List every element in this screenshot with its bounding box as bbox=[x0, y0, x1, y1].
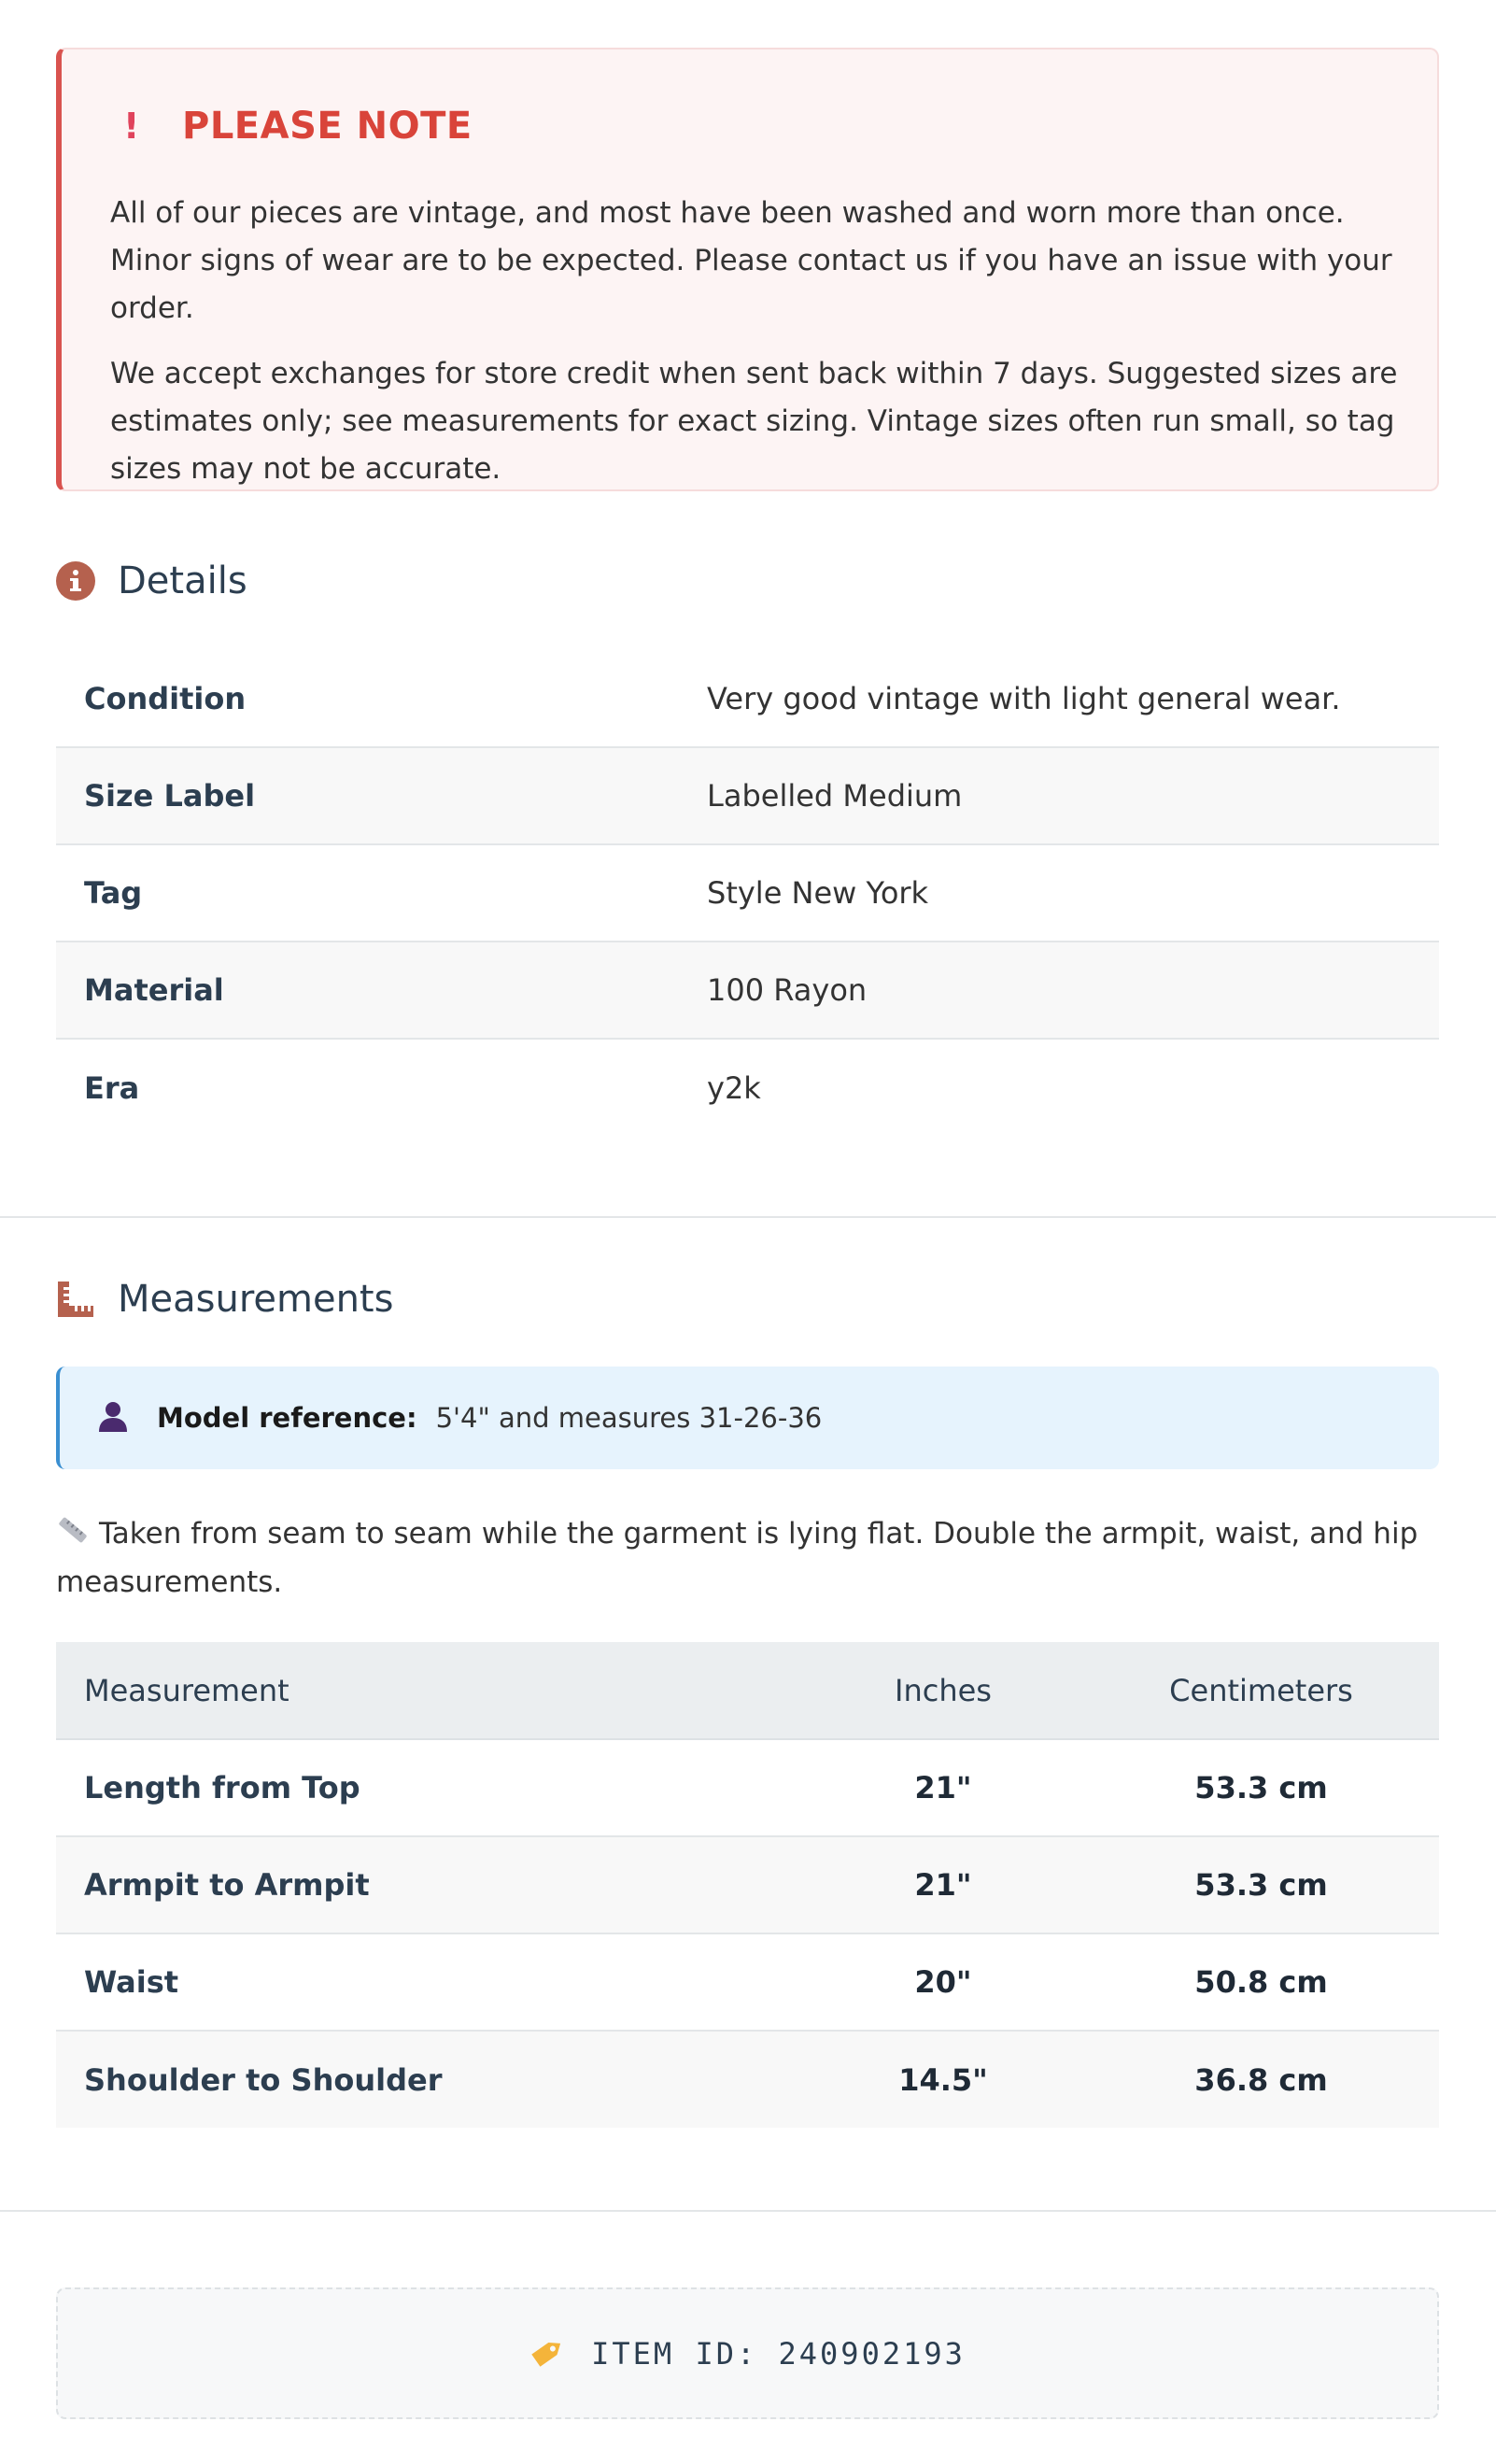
details-table bbox=[56, 650, 1439, 1136]
table-row bbox=[56, 1039, 1439, 1136]
table-row bbox=[56, 650, 1439, 747]
detail-label: Material bbox=[84, 972, 224, 1008]
notice-header bbox=[123, 105, 473, 148]
detail-value: 100 Rayon bbox=[707, 972, 868, 1008]
measurement-cm: 53.3 cm bbox=[1083, 1836, 1439, 1933]
model-reference-value: 5'4" and measures 31-26-36 bbox=[435, 1402, 823, 1434]
detail-value: y2k bbox=[707, 1069, 761, 1106]
item-id-box bbox=[56, 2287, 1439, 2419]
exclamation-icon: ! bbox=[123, 106, 140, 147]
detail-label: Condition bbox=[84, 680, 247, 716]
measurement-cm: 36.8 cm bbox=[1194, 2061, 1328, 2098]
table-header-row bbox=[56, 1642, 1439, 1739]
details-heading bbox=[56, 559, 247, 602]
info-icon bbox=[56, 561, 95, 601]
column-header-centimeters: Centimeters bbox=[1083, 1642, 1439, 1739]
notice-paragraph-2: We accept exchanges for store credit when sent back within 7 days. Suggested sizes are estimates only; see measurements for exact sizing. Vintage sizes often run small, so tag sizes may not be accurate. bbox=[110, 357, 1398, 486]
person-icon bbox=[97, 1400, 129, 1436]
measurement-name: Waist bbox=[56, 1933, 803, 2031]
model-reference-label: Model reference: bbox=[157, 1402, 417, 1434]
detail-value: Labelled Medium bbox=[707, 778, 963, 814]
measurements-table bbox=[56, 1642, 1439, 2128]
measurement-inches: 21" bbox=[803, 1836, 1083, 1933]
measurement-inches: 14.5" bbox=[898, 2061, 988, 2098]
table-row bbox=[56, 2031, 1439, 2128]
model-reference-box bbox=[56, 1367, 1439, 1469]
ruler-icon bbox=[56, 1280, 95, 1319]
notice-title: PLEASE NOTE bbox=[182, 105, 473, 148]
table-row bbox=[56, 1933, 1439, 2031]
table-row bbox=[56, 747, 1439, 844]
detail-label: Era bbox=[84, 1069, 140, 1106]
measurement-note bbox=[56, 1510, 1439, 1607]
detail-label: Size Label bbox=[84, 778, 256, 814]
detail-value: Style New York bbox=[707, 875, 929, 911]
measurements-title: Measurements bbox=[118, 1278, 394, 1321]
column-header-measurement: Measurement bbox=[56, 1642, 803, 1739]
section-divider bbox=[0, 2210, 1496, 2212]
details-title: Details bbox=[118, 559, 247, 602]
measurement-inches: 20" bbox=[803, 1933, 1083, 2031]
measurements-heading bbox=[56, 1278, 393, 1321]
ruler-small-icon bbox=[56, 1511, 90, 1559]
table-row bbox=[56, 844, 1439, 942]
tag-icon bbox=[529, 2335, 567, 2372]
measurement-name: Shoulder to Shoulder bbox=[84, 2061, 443, 2098]
measurement-cm: 53.3 cm bbox=[1083, 1739, 1439, 1836]
detail-value: Very good vintage with light general wear. bbox=[707, 680, 1341, 716]
measurement-cm: 50.8 cm bbox=[1083, 1933, 1439, 2031]
column-header-inches: Inches bbox=[803, 1642, 1083, 1739]
section-divider bbox=[0, 1216, 1496, 1218]
item-id-text: ITEM ID: 240902193 bbox=[591, 2335, 966, 2372]
notice-paragraph-1: All of our pieces are vintage, and most have been washed and worn more than once. Minor signs of wear are to be expected. Please contact us if you have an issue with your order. bbox=[110, 196, 1392, 325]
measurement-inches: 21" bbox=[803, 1739, 1083, 1836]
table-row bbox=[56, 1836, 1439, 1933]
table-row bbox=[56, 942, 1439, 1039]
measurement-name: Length from Top bbox=[56, 1739, 803, 1836]
detail-label: Tag bbox=[84, 875, 143, 911]
measurement-name: Armpit to Armpit bbox=[56, 1836, 803, 1933]
table-row bbox=[56, 1739, 1439, 1836]
measurement-note-text: Taken from seam to seam while the garment is lying flat. Double the armpit, waist, and hip measurements. bbox=[56, 1517, 1418, 1599]
